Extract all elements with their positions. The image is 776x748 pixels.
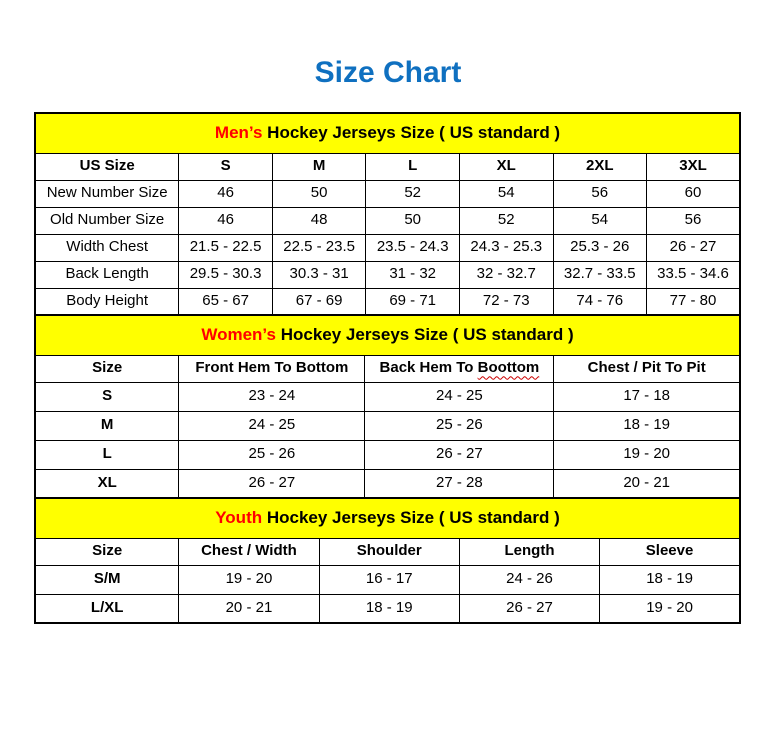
row-label: Old Number Size [35, 207, 179, 234]
row-label: New Number Size [35, 180, 179, 207]
size-value-cell: 60 [647, 180, 740, 207]
column-header: Chest / Pit To Pit [554, 355, 740, 382]
mens-banner-highlight: Men’s [214, 122, 263, 142]
table-row [35, 565, 740, 594]
row-label: Body Height [35, 288, 179, 315]
size-value-cell: 21.5 - 22.5 [179, 234, 273, 261]
size-value-cell: 48 [272, 207, 366, 234]
size-value-cell: 52 [366, 180, 460, 207]
mens-table-banner [35, 113, 740, 153]
column-header-misspelled [365, 355, 554, 382]
row-label: XL [35, 469, 179, 498]
size-value-cell: 69 - 71 [366, 288, 460, 315]
size-value-cell: 25 - 26 [179, 440, 365, 469]
size-chart [34, 112, 741, 624]
size-value-cell: 23 - 24 [179, 382, 365, 411]
table-row [35, 207, 740, 234]
table-row [35, 440, 740, 469]
mens-banner-text: Hockey Jerseys Size ( US standard ) [262, 122, 561, 142]
column-header: L [366, 153, 460, 180]
size-value-cell: 50 [272, 180, 366, 207]
row-label: Width Chest [35, 234, 179, 261]
size-value-cell: 26 - 27 [365, 440, 554, 469]
womens-banner-text: Hockey Jerseys Size ( US standard ) [275, 324, 574, 344]
spellcheck-underlined-word: Boottom [477, 359, 540, 377]
column-header: Size [35, 538, 179, 565]
column-header: Shoulder [319, 538, 459, 565]
table-row [35, 382, 740, 411]
womens-size-table [34, 314, 741, 499]
size-value-cell: 26 - 27 [179, 469, 365, 498]
size-value-cell: 32 - 32.7 [459, 261, 553, 288]
row-label: Back Length [35, 261, 179, 288]
size-value-cell: 19 - 20 [179, 565, 319, 594]
mens-size-table [34, 112, 741, 316]
youth-size-table [34, 497, 741, 624]
size-value-cell: 18 - 19 [600, 565, 740, 594]
size-value-cell: 32.7 - 33.5 [553, 261, 647, 288]
table-row [35, 411, 740, 440]
table-row [35, 469, 740, 498]
column-header: Front Hem To Bottom [179, 355, 365, 382]
size-value-cell: 77 - 80 [647, 288, 740, 315]
size-value-cell: 20 - 21 [179, 594, 319, 623]
size-value-cell: 74 - 76 [553, 288, 647, 315]
mens-column-header-row [35, 153, 740, 180]
size-chart-page [0, 56, 776, 624]
size-value-cell: 33.5 - 34.6 [647, 261, 740, 288]
size-value-cell: 25.3 - 26 [553, 234, 647, 261]
row-label: L [35, 440, 179, 469]
size-value-cell: 54 [459, 180, 553, 207]
size-value-cell: 24 - 25 [179, 411, 365, 440]
page-title: Size Chart [314, 56, 462, 89]
size-value-cell: 18 - 19 [319, 594, 459, 623]
table-row [35, 180, 740, 207]
size-value-cell: 18 - 19 [554, 411, 740, 440]
row-label: S/M [35, 565, 179, 594]
womens-table-banner [35, 315, 740, 355]
youth-banner-title [35, 498, 740, 538]
womens-column-header-row [35, 355, 740, 382]
size-value-cell: 30.3 - 31 [272, 261, 366, 288]
size-value-cell: 46 [179, 207, 273, 234]
table-row [35, 261, 740, 288]
womens-banner-highlight: Women’s [201, 324, 276, 344]
column-header: Chest / Width [179, 538, 319, 565]
size-value-cell: 56 [553, 180, 647, 207]
size-value-cell: 72 - 73 [459, 288, 553, 315]
size-value-cell: 22.5 - 23.5 [272, 234, 366, 261]
youth-banner-highlight: Youth [215, 507, 263, 527]
size-value-cell: 54 [553, 207, 647, 234]
column-header: S [179, 153, 273, 180]
size-value-cell: 46 [179, 180, 273, 207]
womens-banner-title [35, 315, 740, 355]
row-label: L/XL [35, 594, 179, 623]
size-value-cell: 67 - 69 [272, 288, 366, 315]
column-header: 2XL [553, 153, 647, 180]
column-header: Sleeve [600, 538, 740, 565]
size-value-cell: 29.5 - 30.3 [179, 261, 273, 288]
size-value-cell: 26 - 27 [647, 234, 740, 261]
row-label: S [35, 382, 179, 411]
size-value-cell: 24 - 26 [459, 565, 599, 594]
size-value-cell: 52 [459, 207, 553, 234]
size-value-cell: 24 - 25 [365, 382, 554, 411]
size-value-cell: 25 - 26 [365, 411, 554, 440]
column-header: XL [459, 153, 553, 180]
column-header: US Size [35, 153, 179, 180]
mens-banner-title [35, 113, 740, 153]
column-header: 3XL [647, 153, 740, 180]
table-row [35, 288, 740, 315]
youth-banner-text: Hockey Jerseys Size ( US standard ) [262, 507, 560, 527]
size-value-cell: 56 [647, 207, 740, 234]
header-text: Back Hem To [379, 359, 478, 377]
column-header: M [272, 153, 366, 180]
size-value-cell: 17 - 18 [554, 382, 740, 411]
table-row [35, 234, 740, 261]
size-value-cell: 50 [366, 207, 460, 234]
column-header: Length [459, 538, 599, 565]
size-value-cell: 23.5 - 24.3 [366, 234, 460, 261]
size-value-cell: 65 - 67 [179, 288, 273, 315]
size-value-cell: 20 - 21 [554, 469, 740, 498]
size-value-cell: 19 - 20 [554, 440, 740, 469]
table-row [35, 594, 740, 623]
size-value-cell: 27 - 28 [365, 469, 554, 498]
size-value-cell: 24.3 - 25.3 [459, 234, 553, 261]
size-value-cell: 31 - 32 [366, 261, 460, 288]
row-label: M [35, 411, 179, 440]
size-value-cell: 19 - 20 [600, 594, 740, 623]
size-value-cell: 26 - 27 [459, 594, 599, 623]
column-header: Size [35, 355, 179, 382]
youth-column-header-row [35, 538, 740, 565]
size-value-cell: 16 - 17 [319, 565, 459, 594]
youth-table-banner [35, 498, 740, 538]
